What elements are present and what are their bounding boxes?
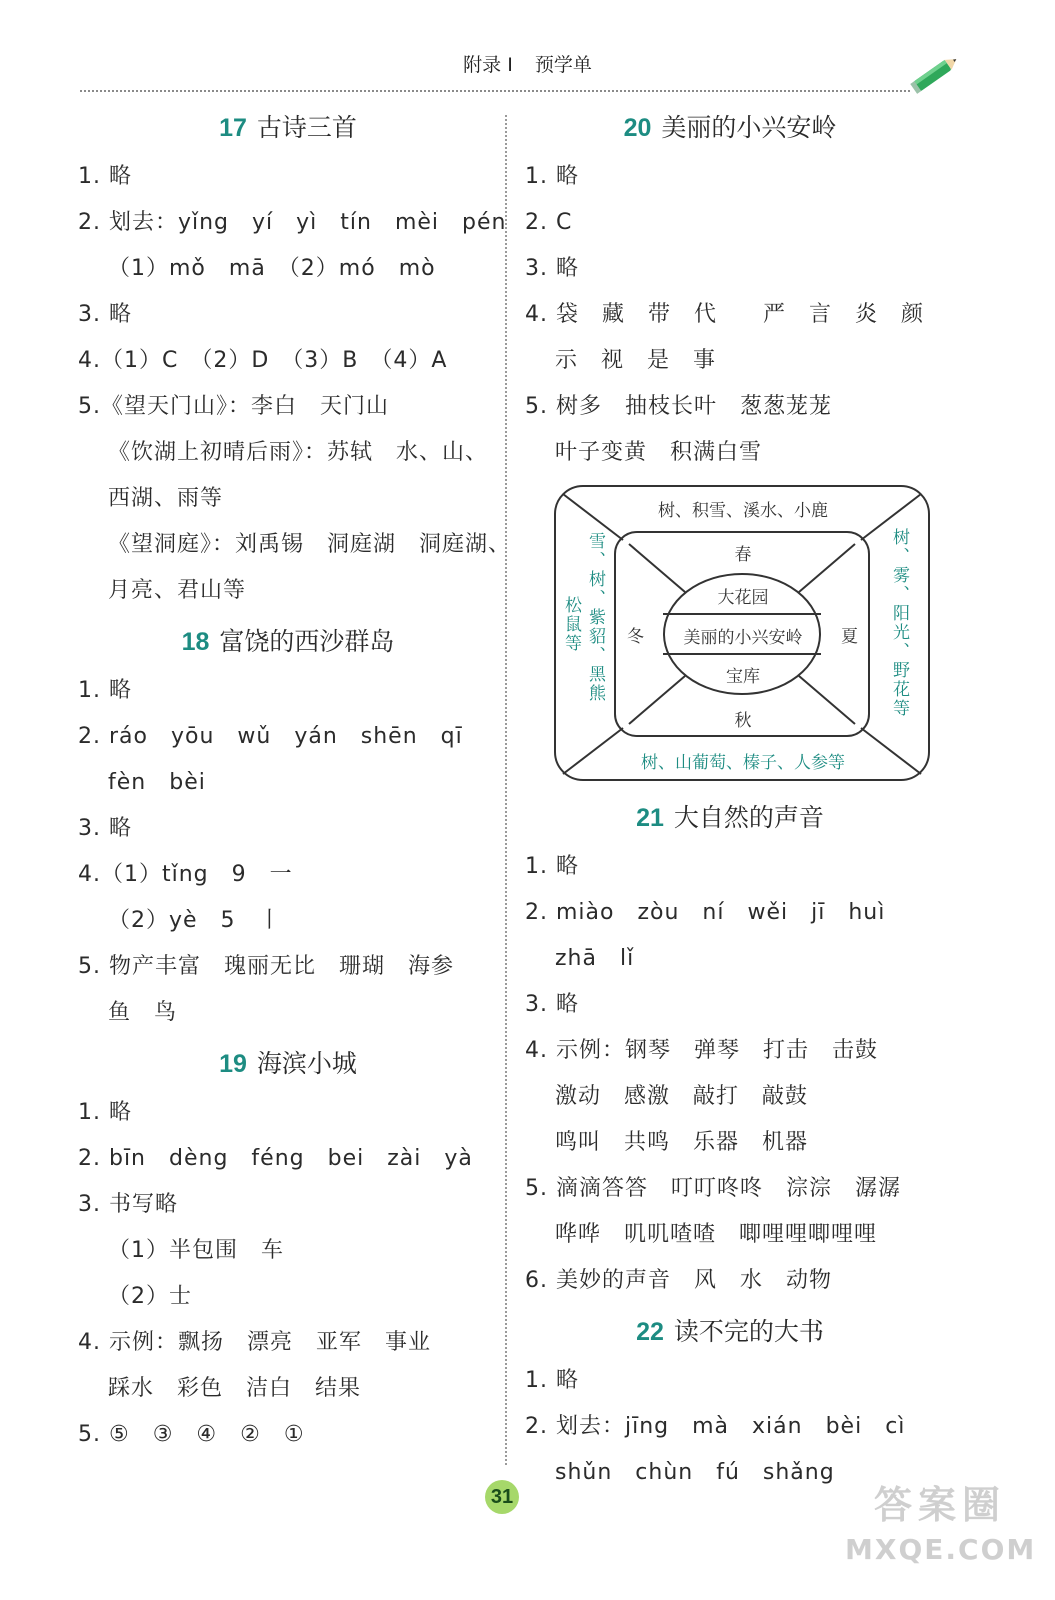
winter-label: 冬 — [627, 627, 644, 647]
bottom-inner-label: 宝库 — [726, 667, 760, 687]
answer-line: 2. bīn dèng féng bei zài yà — [78, 1146, 473, 1171]
answer-line: 叶子变黄 积满白雪 — [555, 440, 763, 465]
summer-label: 夏 — [841, 627, 858, 647]
answer-line: 踩水 彩色 洁白 结果 — [108, 1376, 362, 1401]
answer-line: 鱼 鸟 — [108, 1000, 178, 1025]
answer-line: 激动 感激 敲打 敲鼓 — [555, 1084, 809, 1109]
right-column — [525, 100, 935, 1496]
section-17-title: 17 古诗三首 — [219, 113, 357, 142]
answer-line: 3. 略 — [78, 816, 132, 841]
answer-line: 1. 略 — [525, 164, 579, 189]
answer-line: shǔn chùn fú shǎng — [555, 1460, 835, 1485]
answer-line: 5.《望天门山》：李白 天门山 — [78, 394, 389, 419]
answer-line: 4. 袋 藏 带 代 严 言 炎 颜 — [525, 302, 924, 327]
winter-detail-a: 雪、树、紫貂、黑熊 — [585, 532, 605, 703]
answer-line: zhā lǐ — [555, 946, 635, 971]
header-appendix: 附录 I — [463, 54, 513, 76]
answer-line: 鸣叫 共鸣 乐器 机器 — [555, 1130, 809, 1155]
watermark-line1: 答案圈 — [873, 1483, 1006, 1527]
answer-line: 5. 物产丰富 瑰丽无比 珊瑚 海参 — [78, 954, 454, 979]
answer-line: 《望洞庭》：刘禹锡 洞庭湖 洞庭湖、 — [108, 532, 512, 557]
spring-label: 春 — [734, 545, 752, 565]
answer-line: （1）半包围 车 — [108, 1238, 284, 1263]
pencil-icon — [905, 54, 965, 94]
answer-line: （1）mǒ mā （2）mó mò — [108, 256, 436, 281]
answer-line: 2. 划去：yǐng yí yì tín mèi pén — [78, 210, 507, 235]
section-20-title: 20 美丽的小兴安岭 — [623, 113, 837, 142]
answer-line: 4. 示例：飘扬 漂亮 亚军 事业 — [78, 1330, 431, 1355]
autumn-detail: 树、山葡萄、榛子、人参等 — [641, 753, 845, 773]
answer-line: 西湖、雨等 — [108, 486, 224, 511]
header-title: 预学单 — [534, 54, 592, 76]
answer-line: 《饮湖上初晴后雨》：苏轼 水、山、 — [108, 440, 489, 465]
winter-detail-b: 松鼠等 — [561, 596, 581, 653]
answer-line: 3. 略 — [78, 302, 132, 327]
answer-line: 5. ⑤ ③ ④ ② ① — [78, 1422, 305, 1447]
answer-line: 2. C — [525, 210, 573, 235]
top-inner-label: 大花园 — [717, 588, 769, 608]
answer-line: 5. 树多 抽枝长叶 葱葱茏茏 — [525, 394, 832, 419]
answer-line: 4.（1）tǐng 9 一 — [78, 862, 293, 887]
page-number-badge: 31 — [485, 1480, 519, 1514]
section-18-title: 18 富饶的西沙群岛 — [181, 627, 395, 656]
answer-line: 哗哗 叽叽喳喳 唧哩哩唧哩哩 — [555, 1222, 878, 1247]
summer-detail: 树、雾、阳光、野花等 — [889, 528, 909, 718]
header-divider — [80, 90, 910, 92]
answer-line: 4.（1）C （2）D （3）B （4）A — [78, 348, 448, 373]
section-22-title: 22 读不完的大书 — [636, 1317, 824, 1346]
answer-line: 1. 略 — [78, 1100, 132, 1125]
answer-line: 4. 示例：钢琴 弹琴 打击 击鼓 — [525, 1038, 878, 1063]
answer-line: 2. ráo yōu wǔ yán shēn qī — [78, 724, 463, 749]
answer-line: 1. 略 — [525, 1368, 579, 1393]
answer-line: 月亮、君山等 — [108, 578, 247, 603]
answer-line: （2）士 — [108, 1284, 192, 1309]
watermark-logo — [845, 1480, 1035, 1585]
watermark-line2: MXQE.COM — [845, 1533, 1037, 1566]
section-21-title: 21 大自然的声音 — [636, 803, 824, 832]
answer-line: 2. miào zòu ní wěi jī huì — [525, 900, 886, 925]
answer-line: 6. 美妙的声音 风 水 动物 — [525, 1268, 832, 1293]
answer-line: 5. 滴滴答答 叮叮咚咚 淙淙 潺潺 — [525, 1176, 901, 1201]
page-header — [0, 50, 1055, 77]
answer-line: 3. 书写略 — [78, 1192, 178, 1217]
answer-line: 1. 略 — [78, 164, 132, 189]
center-label: 美丽的小兴安岭 — [683, 628, 803, 648]
seasons-diagram — [553, 484, 933, 784]
answer-line: 3. 略 — [525, 992, 579, 1017]
section-19-title: 19 海滨小城 — [219, 1049, 357, 1078]
answer-line: 1. 略 — [78, 678, 132, 703]
column-divider — [505, 115, 507, 1465]
answer-line: 1. 略 — [525, 854, 579, 879]
answer-line: 3. 略 — [525, 256, 579, 281]
spring-detail: 树、积雪、溪水、小鹿 — [658, 501, 828, 521]
answer-line: fèn bèi — [108, 770, 206, 795]
answer-line: （2）yè 5 丨 — [108, 908, 282, 933]
autumn-label: 秋 — [734, 711, 752, 731]
answer-line: 2. 划去：jīng mà xián bèi cì — [525, 1414, 906, 1439]
left-column — [78, 100, 512, 1458]
answer-line: 示 视 是 事 — [555, 348, 717, 373]
